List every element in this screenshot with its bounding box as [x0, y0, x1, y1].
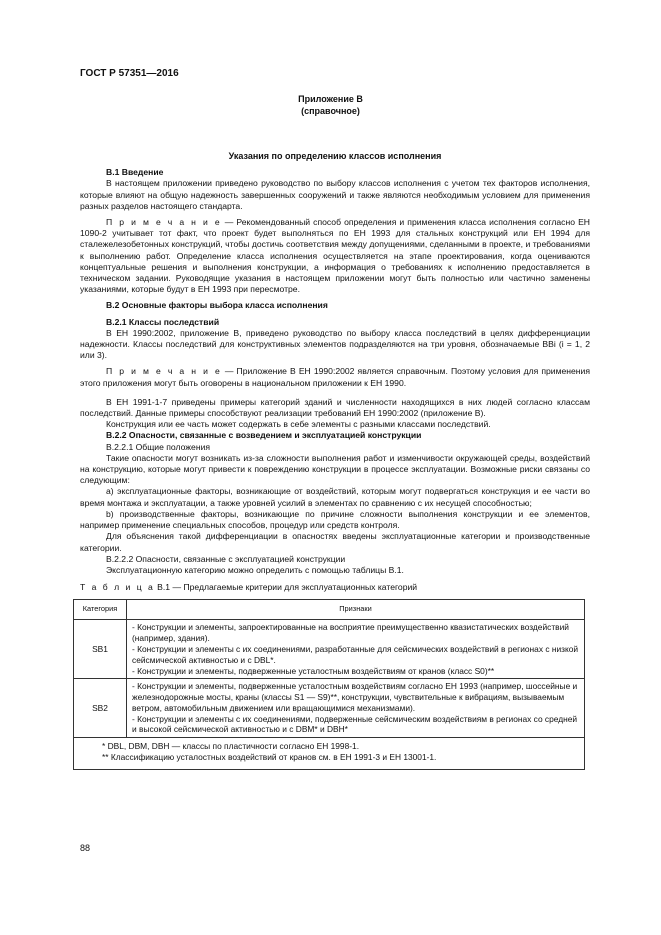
paragraph-b1-intro: В настоящем приложении приведено руководство по выбору классов исполнения с учетом тех факторов исполнения, которые влияют на общую надежность завершенных сооружений и также являются необходимым условием для применения разных разделов настоящего стандарта. — [80, 178, 590, 211]
heading-b22: B.2.2 Опасности, связанные с возведением и эксплуатацией конструкции — [106, 430, 422, 441]
paragraph-b21-1: В ЕН 1990:2002, приложение B, приведено руководство по выбору класса последствий в целях дифференциации надежности. Классы последствий для конструктивных элементов подразделяются на три уровня, обозначаемые ВВі (i = 1, 2 или 3). — [80, 327, 590, 361]
paragraph-b21-3: Конструкция или ее часть может содержать в себе элементы с разными классами последствий. — [106, 419, 491, 430]
column-header-category: Категория — [74, 600, 127, 620]
note-text: — Приложение B ЕН 1990:2002 является справочным. Поэтому условия для применения этого приложения могут быть оговорены в национальном приложении к ЕН 1990. — [80, 366, 590, 388]
note-label: П р и м е ч а н и е — [106, 217, 222, 228]
table-header-row — [74, 600, 585, 620]
annex-type: (справочное) — [301, 106, 360, 116]
paragraph-b221-2: Для объяснения такой дифференциации в опасностях введены эксплуатационные категории и производственные категории. — [80, 531, 590, 553]
table-note: ** Классификацию усталостных воздействий от кранов см. в ЕН 1991-3 и ЕН 13001-1. — [102, 752, 437, 763]
note-text: — Рекомендованный способ определения и применения класса исполнения согласно ЕН 1090-2 учитывает тот факт, что проект будет выполняться по ЕН 1993 для стальных конструкций или ЕН 1994 для сталежелезобетонных конструкций, чтобы достичь соответствия между допущениями, сделанными в проекте, и требованиями к выполнению работ. Определение класса исполнения осуществляется на этапе проектирования, когда оцениваются концептуальные решения и выполнения конструкции, а информация о требованиях к исполнению предоставляется в техническом задании. Руководящие указания в настоящем приложении могут быть полностью или частично заменены указаниями, которые будут в ЕН 1993 при пересмотре. — [80, 217, 591, 295]
section-title: Указания по определению классов исполнения — [228, 151, 442, 161]
feature-item: - Конструкции и элементы, запроектированные на восприятие преимущественно квазистатических воздействий (например, здания). — [132, 622, 569, 644]
heading-b222: B.2.2.2 Опасности, связанные с эксплуатацией конструкции — [106, 553, 346, 564]
note-b21 — [80, 366, 590, 388]
annex-heading — [80, 93, 581, 117]
note-label: П р и м е ч а н и е — [106, 366, 222, 377]
note-b1 — [80, 217, 590, 295]
table-caption-label: Т а б л и ц а — [80, 582, 155, 593]
category-cell: SB1 — [74, 620, 127, 679]
annex-title: Приложение B — [298, 94, 363, 104]
table-row-sb1 — [74, 620, 585, 679]
table-note: * DBL, DBM, DBH — классы по пластичности согласно ЕН 1998-1. — [102, 741, 360, 752]
table-row-sb2 — [74, 679, 585, 738]
page-number: 88 — [80, 843, 91, 853]
paragraph-b21-2: В ЕН 1991-1-7 приведены примеры категорий зданий и численности находящихся в них людей согласно классам последствий. Данные примеры способствуют реализации требований ЕН 1990:2002 (приложение B). — [80, 396, 590, 419]
document-code: ГОСТ Р 57351—2016 — [80, 68, 179, 79]
feature-item: - Конструкции и элементы с их соединениями, подверженные сейсмическим воздействиям в регионах со средней и высокой сейсмической активностью и с DBM* и DBH* — [132, 713, 578, 735]
category-cell: SB2 — [74, 679, 127, 738]
list-item-a: a) эксплуатационные факторы, возникающие от воздействий, которым могут подвергаться конструкция и ее части во время монтажа и эксплуатации, а также уровней усилий в элементах по сравнению с их несущей способностью; — [80, 486, 590, 508]
feature-item: - Конструкции и элементы, подверженные усталостным воздействиям согласно ЕН 1993 (например, шоссейные и железнодорожные мосты, краны (классы S1 — S9)**, конструкции, чувствительные к вибрациям, вызываемым ветром, автомобильным движением или вращающимися механизмами). — [132, 681, 578, 713]
feature-item: - Конструкции и элементы, подверженные усталостным воздействиям от кранов (класс S0)** — [132, 665, 495, 676]
paragraph-b221-1: Такие опасности могут возникать из-за сложности выполнения работ и изменчивости окружающей среды, воздействий на конструкцию, которые могут привести к повреждению конструкции в процессе эксплуатации. Возможные риски связаны со следующим: — [80, 452, 590, 486]
feature-item: - Конструкции и элементы с их соединениями, разработанные для сейсмических воздействий в регионах с низкой сейсмической активностью и с DBL*. — [132, 643, 579, 665]
heading-b1: B.1 Введение — [106, 167, 164, 178]
table-notes-cell — [74, 738, 585, 770]
heading-b21: B.2.1 Классы последствий — [106, 316, 220, 327]
features-cell — [127, 679, 585, 738]
paragraph-b222-1: Эксплуатационную категорию можно определить с помощью таблицы B.1. — [106, 564, 404, 575]
table-notes-row — [74, 738, 585, 770]
features-cell — [127, 620, 585, 679]
table-caption — [80, 582, 590, 593]
table-caption-text: B.1 — Предлагаемые критерии для эксплуатационных категорий — [154, 582, 418, 593]
heading-b221: B.2.2.1 Общие положения — [106, 441, 211, 452]
list-item-b: b) производственные факторы, возникающие по причине сложности выполнения конструкции и ее элементов, например применение специальных способов, процедур или средств контроля. — [80, 508, 590, 531]
column-header-features: Признаки — [127, 600, 585, 620]
main-content — [80, 151, 590, 770]
criteria-table — [73, 599, 585, 770]
heading-b2: B.2 Основные факторы выбора класса исполнения — [106, 300, 328, 311]
